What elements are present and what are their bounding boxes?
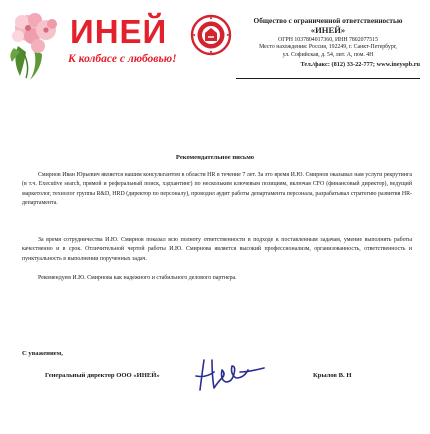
letter-paragraph-1: Смирнов Иван Юрьевич является нашим консультантом в области HR в течение 7 лет. За это время И.Ю. Смирнов оказывал нам услуги рекрутинга (в т.ч. Executive search, прямой и реферальный поиск, хэдхантинг) по нескольким ключевым позициям, включая CFO (финансовый директор), ведущий маркетолог, технолог группы R&D, HRD (директор по персоналу), проводил аудит работы департамента персонала, разрабатывал стратегию развития HR-департамента.: [22, 172, 412, 206]
letter-closing: С уважением,: [22, 350, 63, 357]
letter-paragraph-2: За время сотрудничества И.Ю. Смирнов показал всю полноту ответственности в подходе к поставленным задачам, умение выполнять работы качественно и в срок. Отличительной чертой работы И.Ю. Смирнова является высокий профессионализм, организованность, ответственность и пунктуальность в выполнении порученных задач.: [22, 237, 412, 262]
signer-name: Крылов В. Н: [313, 372, 352, 379]
flower-bouquet-icon: [8, 6, 70, 82]
signer-title: Генеральный директор ООО «ИНЕЙ»: [45, 372, 160, 379]
company-logo: [8, 6, 214, 82]
brand-slogan: К колбасе с любовью!: [68, 53, 177, 65]
letter-paragraph-3: Рекомендуем И.Ю. Смирнова как надежного и стабильного делового партнера.: [38, 275, 237, 281]
handwritten-signature-icon: [192, 352, 268, 396]
company-phones: Тел./факс: (812) 33-22-777; www.ineyspb.ru: [300, 60, 420, 68]
company-address-line-1: Место нахождения: Россия, 192249, г. Санкт-Петербург,: [259, 44, 397, 51]
company-registration: ОГРН 1037804017360, ИНН 7802077515: [278, 37, 378, 43]
company-details: [236, 16, 420, 68]
brand-name: ИНЕЙ: [70, 13, 168, 50]
letter-title: Рекомендательное письмо: [175, 154, 255, 161]
company-legal-form: Общество с ограниченной ответственностью: [253, 16, 403, 25]
company-address-line-2: ул. Софийская, д. 54, лит. А, пом. 4Н: [282, 51, 374, 58]
letterhead-divider: [236, 78, 420, 79]
company-name: «ИНЕЙ»: [310, 25, 346, 35]
company-seal-icon: [190, 14, 232, 56]
